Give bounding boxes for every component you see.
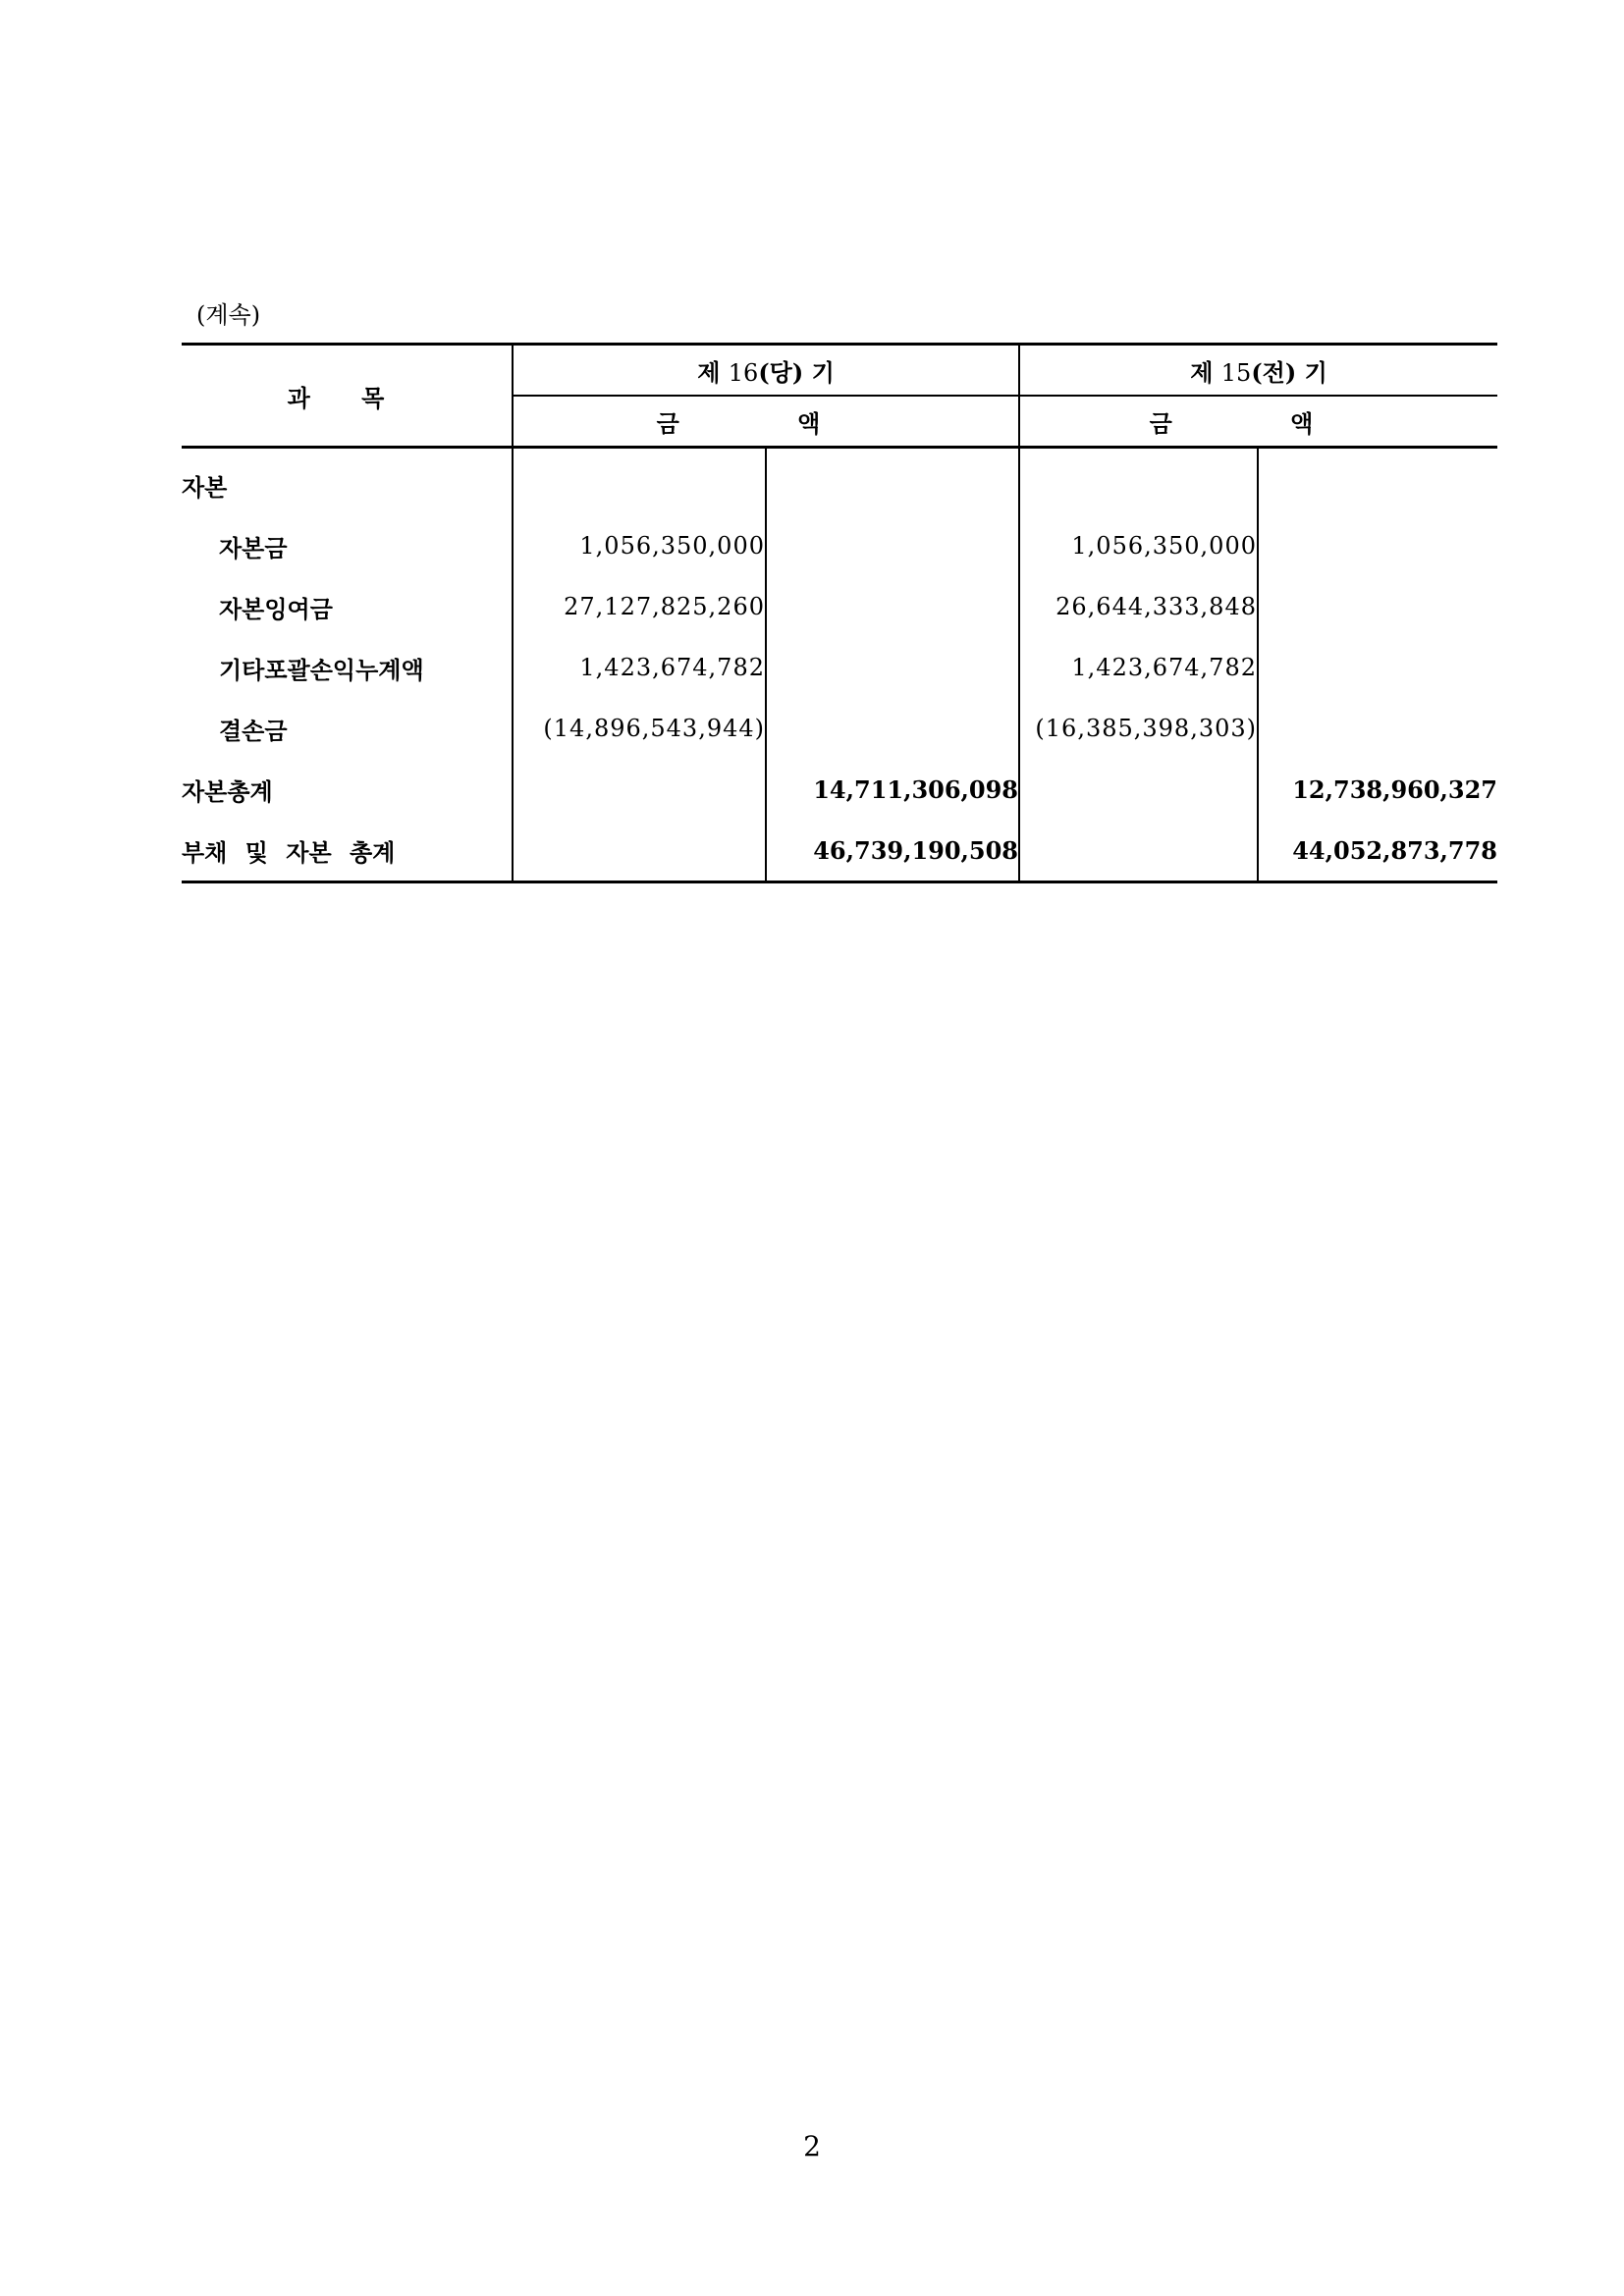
prior-detail-amount: 26,644,333,848	[1019, 576, 1258, 637]
current-total-amount	[766, 515, 1019, 576]
prior-detail-amount	[1019, 820, 1258, 882]
prior-detail-amount	[1019, 759, 1258, 820]
account-name: 자본잉여금	[182, 576, 513, 637]
prior-total-amount	[1258, 698, 1497, 759]
current-detail-amount	[513, 448, 766, 516]
prior-detail-amount: (16,385,398,303)	[1019, 698, 1258, 759]
prior-total-amount: 12,738,960,327	[1292, 774, 1497, 804]
prior-total-amount	[1258, 448, 1497, 516]
current-detail-amount	[513, 820, 766, 882]
current-detail-amount: 27,127,825,260	[513, 576, 766, 637]
current-period-suffix: (당) 기	[758, 357, 835, 387]
page-number: 2	[803, 2130, 821, 2163]
prior-amount-header: 금 액	[1019, 396, 1497, 448]
continued-label: (계속)	[196, 301, 261, 329]
prior-period-suffix: (전) 기	[1251, 357, 1327, 387]
table-row	[182, 698, 1497, 759]
table-row	[182, 515, 1497, 576]
current-total-amount: 14,711,306,098	[766, 759, 1019, 820]
account-name: 자본총계	[182, 759, 513, 820]
prior-total-amount	[1258, 576, 1497, 637]
current-period-header	[513, 345, 1019, 397]
table-row	[182, 759, 1497, 820]
prior-total-amount	[1258, 515, 1497, 576]
account-name: 자본금	[182, 515, 513, 576]
prior-total-amount: 44,052,873,778	[1258, 820, 1497, 882]
current-amount-header: 금 액	[513, 396, 1019, 448]
current-total-amount	[766, 698, 1019, 759]
account-name: 결손금	[182, 698, 513, 759]
prior-detail-amount: 1,423,674,782	[1019, 637, 1258, 698]
table-row	[182, 637, 1497, 698]
account-column-header: 과 목	[182, 345, 513, 448]
current-detail-amount: (14,896,543,944)	[513, 698, 766, 759]
prior-total-amount	[1258, 637, 1497, 698]
current-period-number: 16	[728, 358, 759, 387]
account-name: 기타포괄손익누계액	[182, 637, 513, 698]
table-row	[182, 448, 1497, 516]
prior-period-number: 15	[1220, 358, 1252, 387]
table-body	[182, 448, 1497, 882]
prior-period-prefix: 제	[1190, 357, 1214, 387]
table-header	[182, 345, 1497, 448]
prior-period-header	[1019, 345, 1497, 397]
balance-sheet-table	[182, 343, 1497, 883]
current-period-prefix: 제	[697, 357, 721, 387]
current-detail-amount: 1,423,674,782	[513, 637, 766, 698]
current-total-amount	[766, 637, 1019, 698]
account-name: 자본	[182, 448, 513, 516]
prior-detail-amount: 1,056,350,000	[1019, 515, 1258, 576]
current-total-amount	[766, 448, 1019, 516]
account-name: 부채 및 자본 총계	[182, 820, 513, 882]
current-detail-amount: 1,056,350,000	[513, 515, 766, 576]
current-detail-amount	[513, 759, 766, 820]
current-total-amount	[766, 576, 1019, 637]
current-total-amount: 46,739,190,508	[766, 820, 1019, 882]
prior-detail-amount	[1019, 448, 1258, 516]
table-row	[182, 820, 1497, 882]
table-row	[182, 576, 1497, 637]
